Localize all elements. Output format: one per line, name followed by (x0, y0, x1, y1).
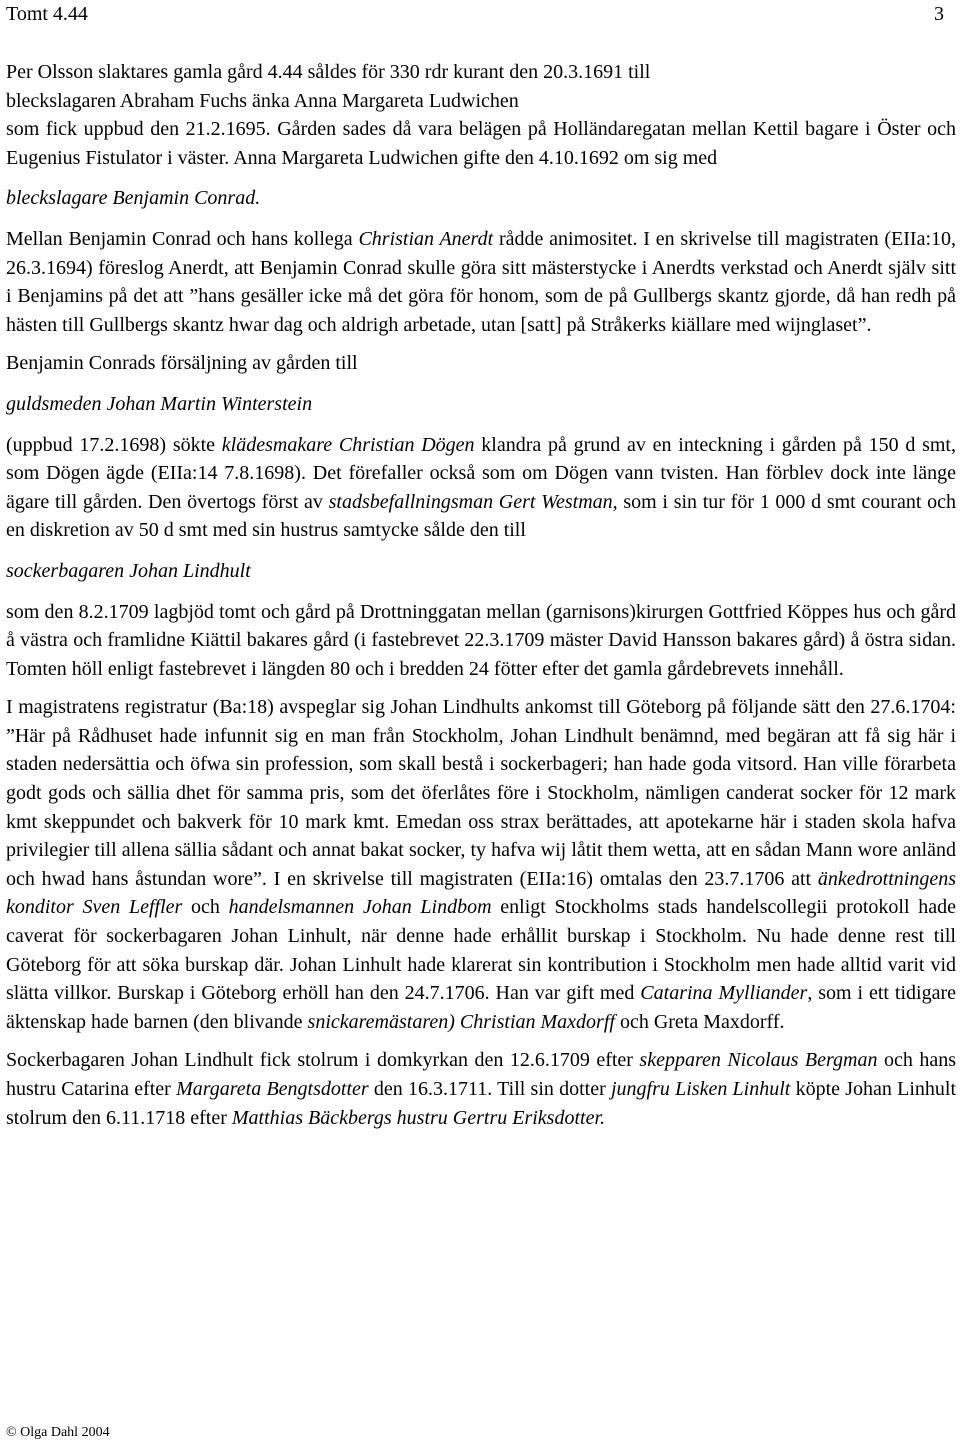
italic-name: Catarina Mylliander (640, 982, 808, 1005)
paragraph-text: den 16.3.1711. Till sin dotter (368, 1078, 611, 1100)
owner-name-benjamin-conrad (6, 184, 956, 213)
paragraph-text: och Greta Maxdorff. (614, 1010, 785, 1033)
italic-name: snickaremästaren) Christian Maxdorff (307, 1010, 615, 1033)
copyright-text: © Olga Dahl 2004 (6, 1425, 110, 1440)
paragraph-text: köpte Johan Linhult stolrum den 6.11.1718 efter (6, 1078, 957, 1129)
paragraph-text: klandra på grund av en inteckning i gården på 150 d smt, som Dögen ägde (EIIa:14 7.8.1698). Det förefaller också som om Dögen vann tvisten. Han förblev dock inte länge ägare till gården. Den övertogs först av (6, 433, 956, 513)
paragraph-text: och (182, 896, 229, 919)
paragraph-sale-1691 (6, 58, 956, 87)
paragraph-stolrum (6, 1046, 956, 1132)
paragraph-text: (uppbud 17.2.1698) sökte (6, 433, 222, 456)
owner-name-text: bleckslagare Benjamin Conrad. (6, 187, 261, 210)
italic-name: klädesmakare Christian Dögen (221, 433, 475, 456)
paragraph-text: Benjamin Conrads försäljning av gården till (6, 352, 358, 375)
italic-name: Margareta Bengtsdotter (176, 1078, 369, 1100)
paragraph-text: och hans hustru Catarina efter (6, 1049, 956, 1100)
page-header (6, 0, 950, 28)
paragraph-text: Mellan Benjamin Conrad och hans kollega (6, 227, 359, 250)
italic-name: stadsbefallningsman Gert Westman (328, 490, 613, 513)
owner-name-lindhult (6, 557, 956, 586)
italic-name: Matthias Bäckbergs hustru Gertru Eriksdotter. (231, 1106, 606, 1129)
paragraph-text: som den 8.2.1709 lagbjöd tomt och gård på Drottninggatan mellan (garnisons)kirurgen Gottfried Köppes hus och gård å västra och framlidne Kiättil bakares gård (i fastebrevet 22.3.1709 mäster David Hansson bakares gård) å östra sidan. Tomten höll enligt fastebrevet i längden 80 och i bredden 24 fötter efter det gamla gårdebrevets innehåll. (6, 600, 956, 680)
paragraph-text: enligt Stockholms stads handelscollegii protokoll hade caverat för sockerbagaren Johan Linhult, när denne hade erhållit burskap i Stockholm. Nu hade denne rest till Göteborg för att söka burskap där. Johan Linhult hade klarerat sin kontribution i Stockholm men hade alltid varit vid slätta villkor. Burskap i Göteborg erhöll han den 24.7.1706. Han var gift med (6, 896, 956, 1005)
page-number: 3 (934, 3, 944, 25)
paragraph-text: I magistratens registratur (Ba:18) avspeglar sig Johan Lindhults ankomst till Göteborg på följande sätt den 27.6.1704: ”Här på Rådhuset hade infunnit sig en man från Stockholm, Johan Lindhult benämnd, med begäran att få sig här i staden nedersättia och öfwa sin profession, som skall bestå i sockerbageri; han hade goda vitsord. Han ville förarbeta godt gods och sällia dhet för samma pris, som det öferlåtes före i Stockholm, nämligen canderat socker för 12 mark kmt skeppundet och bakverk för 10 mark kmt. Emedan oss strax berättades, att apotekarne här i staden skola hafva privilegier till allena sällia sådant och annat bakat socker, ty hafva wij låtit them wetta, att en sådan Mann wore anländ och hwad hans åstundan wore”. I en skrivelse till magistraten (EIIa:16) omtalas den 23.7.1706 att (6, 696, 956, 890)
paragraph-text: Per Olsson slaktares gamla gård 4.44 såldes för 330 rdr kurant den 20.3.1691 till (6, 61, 651, 83)
italic-name: jungfru Lisken Linhult (610, 1078, 791, 1100)
paragraph-text: Sockerbagaren Johan Lindhult fick stolrum i domkyrkan den 12.6.1709 efter (6, 1049, 640, 1072)
owner-name-winterstein (6, 390, 956, 419)
italic-name: Christian Anerdt (358, 227, 494, 250)
paragraph-text: rådde animositet. I en skrivelse till magistraten (EIIa:10, 26.3.1694) föreslog Anerdt, att Benjamin Conrad skulle göra sitt mästerstycke i Anerdts verkstad och Anerdt själv sitt i Benjamins på det att ”hans gesäller icke må det göra för honom, som de på Gullbergs skantz gjorde, då han redh på hästen till Gullbergs skantz hwar dag och aldrigh arbetade, utan [satt] på Stråkerks kiällare med wijnglaset”. (6, 227, 957, 336)
owner-name-text: sockerbagaren Johan Lindhult (6, 559, 251, 582)
italic-name: änkedrottningens konditor Sven Leffler (6, 867, 956, 919)
paragraph-animositet (6, 225, 956, 339)
paragraph-conrad-sale (6, 349, 956, 378)
paragraph-buyer-line (6, 87, 956, 116)
page-footer (6, 1424, 110, 1442)
paragraph-registratur (6, 693, 956, 1036)
document-body (6, 58, 956, 1132)
paragraph-uppbud-1698 (6, 431, 956, 545)
paragraph-text: , som i sin tur för 1 000 d smt courant och en diskretion av 50 d smt med sin hustrus samtycke sålde den till (6, 490, 956, 542)
paragraph-text: som fick uppbud den 21.2.1695. Gården sades då vara belägen på Holländaregatan mellan Kettil bagare i Öster och Eugenius Fistulator i väster. Anna Margareta Ludwichen gifte den 4.10.1692 om sig med (6, 118, 956, 169)
paragraph-text: bleckslagaren Abraham Fuchs änka Anna Margareta Ludwichen (6, 89, 519, 112)
page-header-title: Tomt 4.44 (6, 3, 88, 25)
paragraph-lagbjod-1709 (6, 598, 956, 684)
italic-name: handelsmannen Johan Lindbom (228, 896, 492, 919)
paragraph-uppbud-1695 (6, 115, 956, 172)
paragraph-text: , som i ett tidigare äktenskap hade barnen (den blivande (6, 982, 956, 1033)
italic-name: skepparen Nicolaus Bergman (639, 1049, 878, 1072)
owner-name-text: guldsmeden Johan Martin Winterstein (6, 392, 313, 415)
